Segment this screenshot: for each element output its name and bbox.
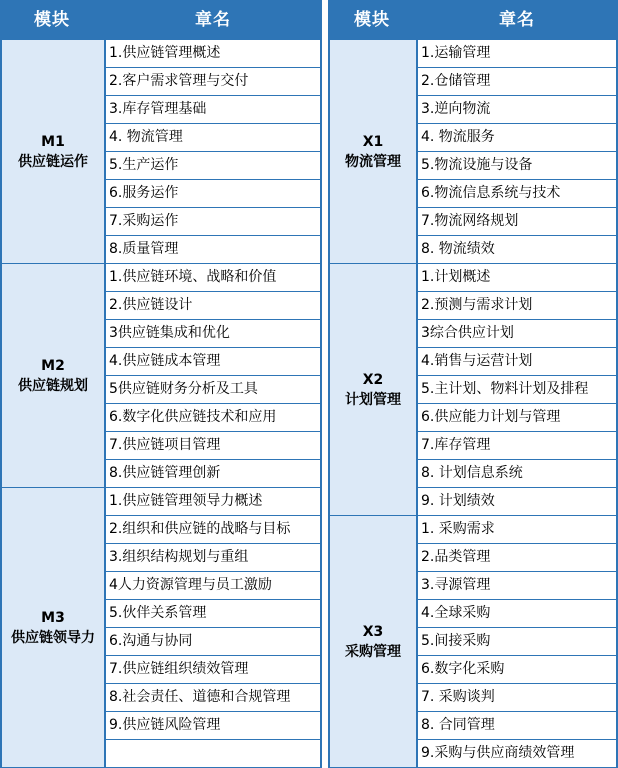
chapter-cell: 4. 物流服务 (418, 124, 616, 152)
chapter-cell: 7.库存管理 (418, 432, 616, 460)
chapter-cell: 8. 物流绩效 (418, 236, 616, 263)
chapter-cell: 8. 计划信息系统 (418, 460, 616, 488)
chapter-cell: 1.运输管理 (418, 40, 616, 68)
chapter-cell: 1.供应链管理领导力概述 (106, 488, 320, 516)
chapter-cell: 2.客户需求管理与交付 (106, 68, 320, 96)
module-code: M2 (41, 357, 65, 374)
chapter-cell: 9.采购与供应商绩效管理 (418, 740, 616, 767)
module-header: 模块 (354, 10, 390, 30)
chapter-cell: 7.供应链组织绩效管理 (106, 656, 320, 684)
module-name: 物流管理 (345, 153, 401, 170)
right-table (328, 0, 618, 768)
chapter-cell: 2.预测与需求计划 (418, 292, 616, 320)
module-name: 计划管理 (345, 391, 401, 408)
chapter-cell: 1.供应链环境、战略和价值 (106, 264, 320, 292)
module-header: 模块 (34, 10, 70, 30)
chapter-cell: 2.品类管理 (418, 544, 616, 572)
module-code: X3 (362, 623, 384, 640)
chapter-cell: 7.供应链项目管理 (106, 432, 320, 460)
chapter-header: 章名 (499, 10, 535, 30)
module-code: M3 (41, 609, 65, 626)
module-name: 供应链规划 (18, 377, 88, 394)
chapter-cell: 3供应链集成和优化 (106, 320, 320, 348)
module-name: 供应链运作 (18, 153, 88, 170)
chapter-cell: 3.组织结构规划与重组 (106, 544, 320, 572)
chapter-cell: 6.物流信息系统与技术 (418, 180, 616, 208)
chapter-cell: 5.生产运作 (106, 152, 320, 180)
module-cell-x1 (330, 40, 416, 263)
chapter-cell: 6.数字化供应链技术和应用 (106, 404, 320, 432)
chapter-cell: 7.采购运作 (106, 208, 320, 236)
chapter-cell: 5供应链财务分析及工具 (106, 376, 320, 404)
chapter-cell: 8. 合同管理 (418, 712, 616, 740)
chapter-cell: 8.供应链管理创新 (106, 460, 320, 487)
chapter-cell: 4. 物流管理 (106, 124, 320, 152)
chapter-cell: 5.物流设施与设备 (418, 152, 616, 180)
module-cell-m3 (2, 488, 104, 767)
chapter-cell: 9.供应链风险管理 (106, 712, 320, 740)
module-name: 供应链领导力 (11, 629, 95, 646)
chapter-cell: 1.计划概述 (418, 264, 616, 292)
chapter-cell: 4.销售与运营计划 (418, 348, 616, 376)
chapter-cell: 9. 计划绩效 (418, 488, 616, 515)
chapter-cell (106, 740, 320, 767)
module-cell-x2 (330, 264, 416, 515)
chapter-cell: 7. 采购谈判 (418, 684, 616, 712)
module-cell-m2 (2, 264, 104, 487)
chapter-cell: 6.沟通与协同 (106, 628, 320, 656)
chapter-cell: 3.逆向物流 (418, 96, 616, 124)
chapter-cell: 5.伙伴关系管理 (106, 600, 320, 628)
chapter-cell: 1.供应链管理概述 (106, 40, 320, 68)
chapter-cell: 4人力资源管理与员工激励 (106, 572, 320, 600)
chapter-cell: 6.数字化采购 (418, 656, 616, 684)
chapter-cell: 2.组织和供应链的战略与目标 (106, 516, 320, 544)
chapter-cell: 2.仓储管理 (418, 68, 616, 96)
chapter-cell: 5.主计划、物料计划及排程 (418, 376, 616, 404)
module-code: X1 (362, 133, 384, 150)
chapter-cell: 4.供应链成本管理 (106, 348, 320, 376)
chapter-cell: 3综合供应计划 (418, 320, 616, 348)
chapter-cell: 5.间接采购 (418, 628, 616, 656)
chapter-cell: 7.物流网络规划 (418, 208, 616, 236)
chapter-cell: 3.寻源管理 (418, 572, 616, 600)
chapter-cell: 4.全球采购 (418, 600, 616, 628)
chapter-cell: 8.社会责任、道德和合规管理 (106, 684, 320, 712)
module-cell-m1 (2, 40, 104, 263)
chapter-cell: 6.服务运作 (106, 180, 320, 208)
chapter-cell: 8.质量管理 (106, 236, 320, 263)
module-code: M1 (41, 133, 65, 150)
chapter-cell: 3.库存管理基础 (106, 96, 320, 124)
module-code: X2 (362, 371, 384, 388)
chapter-cell: 2.供应链设计 (106, 292, 320, 320)
module-cell-x3 (330, 516, 416, 767)
chapter-cell: 6.供应能力计划与管理 (418, 404, 616, 432)
chapter-cell: 1. 采购需求 (418, 516, 616, 544)
chapter-header: 章名 (195, 10, 231, 30)
module-name: 采购管理 (345, 643, 401, 660)
